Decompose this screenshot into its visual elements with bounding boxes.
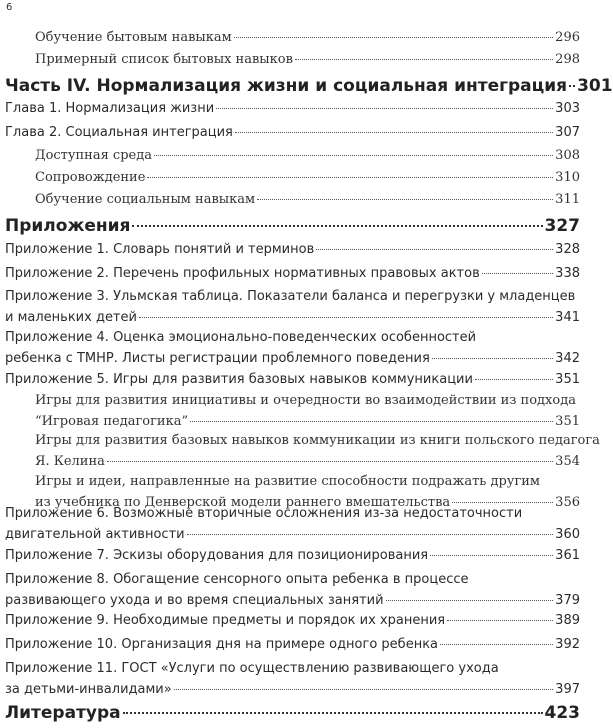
- toc-entry-title: двигательной активности: [5, 527, 185, 542]
- toc-entry-title: ребенка с ТМНР. Листы регистрации проблемного поведения: [5, 351, 430, 366]
- toc-entry-title: Приложения: [5, 216, 131, 236]
- toc-entry[interactable]: [35, 414, 580, 429]
- toc-entry[interactable]: [5, 703, 580, 723]
- toc-entry[interactable]: [5, 242, 580, 257]
- dot-leader: [147, 177, 553, 178]
- toc-entry[interactable]: [5, 101, 580, 116]
- toc-entry-page: 379: [555, 593, 580, 608]
- toc-entry[interactable]: [5, 637, 580, 652]
- dot-leader: [447, 620, 553, 621]
- toc-entry-page: 351: [555, 414, 580, 429]
- dot-leader: [107, 461, 553, 462]
- toc-entry-title: за детьми-инвалидами»: [5, 682, 172, 697]
- dot-leader: [386, 600, 554, 601]
- toc-entry-page: 397: [555, 682, 580, 697]
- toc-entry-line: Приложение 8. Обогащение сенсорного опыта ребенка в процессе: [5, 572, 469, 587]
- toc-entry-title: Приложение 5. Игры для развития базовых навыков коммуникации: [5, 372, 473, 387]
- toc-entry-line: Приложение 11. ГОСТ «Услуги по осуществлению развивающего ухода: [5, 661, 499, 676]
- toc-entry-page: 361: [555, 548, 580, 563]
- dot-leader: [235, 132, 553, 133]
- toc-entry-page: 327: [544, 216, 580, 236]
- dot-leader: [132, 225, 542, 227]
- dot-leader: [475, 379, 553, 380]
- toc-entry[interactable]: [5, 310, 580, 325]
- toc-entry-page: 296: [555, 30, 580, 45]
- toc-entry-page: 328: [555, 242, 580, 257]
- toc-entry-page: 389: [555, 613, 580, 628]
- toc-entry[interactable]: [5, 682, 580, 697]
- toc-entry-page: 301: [577, 76, 613, 96]
- toc-entry-line: Приложение 3. Ульмская таблица. Показатели баланса и перегрузки у младенцев: [5, 289, 576, 304]
- toc-entry[interactable]: [5, 527, 580, 542]
- toc-entry-title: Литература: [5, 703, 121, 723]
- toc-entry[interactable]: [5, 266, 580, 281]
- toc-entry-title: Глава 1. Нормализация жизни: [5, 101, 215, 116]
- toc-entry-page: 338: [555, 266, 580, 281]
- toc-entry[interactable]: [5, 76, 613, 96]
- toc-entry-page: 298: [555, 52, 580, 67]
- toc-entry-title: развивающего ухода и во время специальных занятий: [5, 593, 384, 608]
- toc-entry-page: 311: [555, 192, 580, 207]
- toc-entry-title: Приложение 2. Перечень профильных нормативных правовых актов: [5, 266, 480, 281]
- toc-entry-page: 356: [555, 495, 580, 510]
- toc-entry-title: Я. Келина: [35, 454, 105, 469]
- toc-entry[interactable]: [5, 372, 580, 387]
- toc-entry-page: 392: [555, 637, 580, 652]
- toc-entry-title: Приложение 7. Эскизы оборудования для позиционирования: [5, 548, 429, 563]
- toc-entry[interactable]: [5, 548, 580, 563]
- toc-entry-line: Игры для развития инициативы и очередности во взаимодействии из подхода: [35, 393, 576, 408]
- toc-entry[interactable]: [35, 454, 580, 469]
- dot-leader: [187, 534, 554, 535]
- toc-entry-page: 354: [555, 454, 580, 469]
- toc-entry[interactable]: [5, 613, 580, 628]
- toc-entry-page: 310: [555, 170, 580, 185]
- dot-leader: [569, 85, 575, 87]
- toc-entry[interactable]: [5, 216, 580, 236]
- dot-leader: [440, 644, 553, 645]
- toc-entry-title: Приложение 9. Необходимые предметы и порядок их хранения: [5, 613, 446, 628]
- dot-leader: [482, 273, 553, 274]
- dot-leader: [430, 555, 553, 556]
- toc-entry-page: 308: [555, 148, 580, 163]
- dot-leader: [257, 199, 553, 200]
- toc-entry-line: Игры для развития базовых навыков коммуникации из книги польского педагога: [35, 433, 600, 448]
- toc-entry[interactable]: [5, 125, 580, 140]
- toc-entry-title: Часть IV. Нормализация жизни и социальная интеграция: [5, 76, 568, 96]
- toc-entry-title: Примерный список бытовых навыков: [35, 52, 293, 67]
- dot-leader: [139, 317, 553, 318]
- dot-leader: [316, 249, 553, 250]
- toc-entry-title: и маленьких детей: [5, 310, 137, 325]
- toc-entry-page: 360: [555, 527, 580, 542]
- dot-leader: [295, 59, 553, 60]
- toc-entry-title: Обучение социальным навыкам: [35, 192, 256, 207]
- toc-entry-title: Приложение 10. Организация дня на примере одного ребенка: [5, 637, 439, 652]
- dot-leader: [123, 712, 543, 714]
- toc-entry-title: Доступная среда: [35, 148, 152, 163]
- toc-entry-page: 303: [555, 101, 580, 116]
- toc-entry[interactable]: [5, 593, 580, 608]
- toc-entry-line: Игры и идеи, направленные на развитие способности подражать другим: [35, 474, 541, 489]
- dot-leader: [216, 108, 553, 109]
- dot-leader: [190, 421, 553, 422]
- toc-entry[interactable]: [35, 52, 580, 67]
- dot-leader: [452, 502, 553, 503]
- dot-leader: [154, 155, 553, 156]
- toc-entry-title: Приложение 1. Словарь понятий и терминов: [5, 242, 315, 257]
- dot-leader: [432, 358, 553, 359]
- toc-entry-page: 307: [555, 125, 580, 140]
- toc-entry-page: 341: [555, 310, 580, 325]
- toc-entry-page: 342: [555, 351, 580, 366]
- toc-entry-page: 351: [555, 372, 580, 387]
- page-number: 6: [6, 2, 13, 13]
- toc-entry-title: Глава 2. Социальная интеграция: [5, 125, 233, 140]
- toc-entry[interactable]: [5, 351, 580, 366]
- toc-entry[interactable]: [35, 148, 580, 163]
- dot-leader: [234, 37, 553, 38]
- toc-entry-line: Приложение 6. Возможные вторичные осложнения из-за недостаточности: [5, 506, 523, 521]
- toc-entry[interactable]: [35, 192, 580, 207]
- toc-entry-title: “Игровая педагогика”: [35, 414, 189, 429]
- toc-entry-title: Обучение бытовым навыкам: [35, 30, 232, 45]
- toc-entry-title: из учебника по Денверской модели раннего вмешательства: [35, 495, 451, 510]
- toc-entry-page: 423: [544, 703, 580, 723]
- toc-entry[interactable]: [35, 170, 580, 185]
- toc-entry-title: Сопровождение: [35, 170, 146, 185]
- toc-entry-line: Приложение 4. Оценка эмоционально-поведенческих особенностей: [5, 330, 477, 345]
- dot-leader: [174, 689, 553, 690]
- toc-entry[interactable]: [35, 30, 580, 45]
